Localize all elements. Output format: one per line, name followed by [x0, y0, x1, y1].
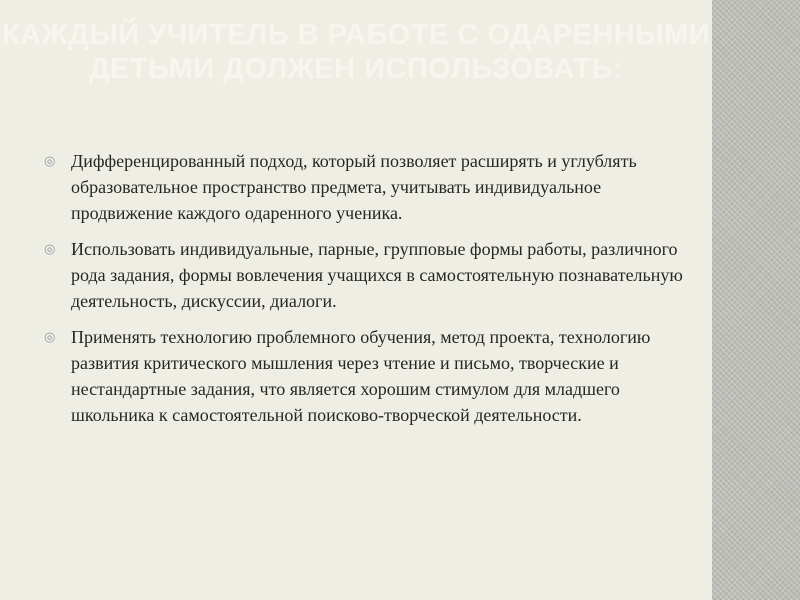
bullet-text: Применять технологию проблемного обучения, метод проекта, технологию развития критического мышления через чтение и письмо, творческие и нестандартные задания, что является хорошим стимулом для младшего школьника к самостоятельной поисково-творческой деятельности. — [71, 327, 651, 425]
decorative-side-band — [712, 0, 800, 600]
bullet-icon: ◎ — [44, 241, 56, 256]
bullet-text: Дифференцированный подход, который позволяет расширять и углублять образовательное пространство предмета, учитывать индивидуальное продвижение каждого одаренного ученика. — [71, 151, 637, 223]
bullet-icon: ◎ — [44, 153, 56, 168]
slide-title: КАЖДЫЙ УЧИТЕЛЬ В РАБОТЕ С ОДАРЕННЫМИ ДЕТЬМИ ДОЛЖЕН ИСПОЛЬЗОВАТЬ: — [1, 19, 711, 85]
list-item — [44, 236, 694, 314]
bullet-icon: ◎ — [44, 329, 56, 344]
bullet-list — [44, 148, 694, 438]
list-item — [44, 148, 694, 226]
list-item — [44, 324, 694, 428]
bullet-text: Использовать индивидуальные, парные, групповые формы работы, различного рода задания, формы вовлечения учащихся в самостоятельную познавательную деятельность, дискуссии, диалоги. — [71, 239, 683, 311]
